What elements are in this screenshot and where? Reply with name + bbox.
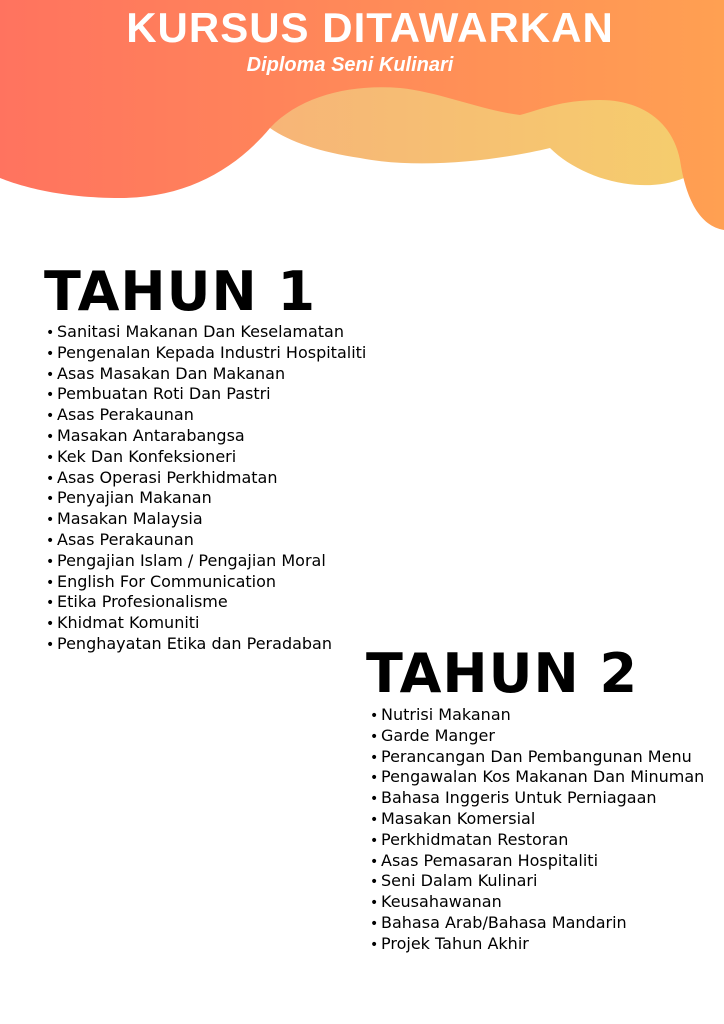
page-title: KURSUS DITAWARKAN [126, 4, 614, 51]
course-name: Asas Pemasaran Hospitaliti [381, 850, 599, 870]
course-name: Pengenalan Kepada Industri Hospitaliti [57, 342, 367, 362]
bullet-icon: • [46, 428, 55, 445]
course-name: Pengajian Islam / Pengajian Moral [57, 550, 326, 570]
bullet-icon: • [46, 449, 55, 466]
bullet-icon: • [46, 408, 55, 425]
course-item [46, 613, 366, 634]
bullet-icon: • [370, 936, 379, 953]
course-name: Garde Manger [381, 725, 495, 745]
bullet-icon: • [46, 616, 55, 633]
course-item [46, 488, 366, 509]
bullet-icon: • [370, 728, 379, 745]
course-name: Bahasa Inggeris Untuk Perniagaan [381, 788, 657, 808]
course-item [370, 913, 704, 934]
bullet-icon: • [46, 345, 55, 362]
course-item [46, 572, 366, 593]
course-item [370, 871, 704, 892]
course-name: Masakan Antarabangsa [57, 425, 245, 445]
course-name: Asas Perakaunan [57, 405, 194, 425]
course-item [370, 747, 704, 768]
bullet-icon: • [370, 874, 379, 891]
course-item [46, 447, 366, 468]
course-name: Perancangan Dan Pembangunan Menu [381, 746, 692, 766]
bullet-icon: • [370, 770, 379, 787]
course-item [370, 705, 704, 726]
bullet-icon: • [370, 853, 379, 870]
course-name: Khidmat Komuniti [57, 613, 200, 633]
bullet-icon: • [46, 470, 55, 487]
bullet-icon: • [370, 915, 379, 932]
course-item [46, 405, 366, 426]
course-name: Asas Perakaunan [57, 529, 194, 549]
course-item [46, 426, 366, 447]
course-name: Pengawalan Kos Makanan Dan Minuman [381, 767, 705, 787]
course-item [370, 809, 704, 830]
year-2-course-list [370, 705, 704, 955]
bullet-icon: • [370, 811, 379, 828]
year-1-heading: TAHUN 1 [44, 260, 317, 323]
bullet-icon: • [370, 708, 379, 724]
course-item [370, 851, 704, 872]
course-name: Penghayatan Etika dan Peradaban [57, 633, 332, 653]
course-name: Keusahawanan [381, 892, 502, 912]
course-item [370, 726, 704, 747]
course-name: Bahasa Arab/Bahasa Mandarin [381, 912, 627, 932]
bullet-icon: • [370, 895, 379, 912]
course-name: Penyajian Makanan [57, 488, 212, 508]
course-name: Asas Masakan Dan Makanan [57, 363, 286, 383]
course-name: English For Communication [57, 571, 277, 591]
course-name: Nutrisi Makanan [381, 705, 511, 724]
course-item [46, 343, 366, 364]
course-item [46, 634, 366, 655]
course-name: Masakan Komersial [381, 808, 536, 828]
course-name: Pembuatan Roti Dan Pastri [57, 384, 271, 404]
course-item [370, 934, 704, 955]
course-name: Seni Dalam Kulinari [381, 871, 538, 891]
course-name: Perkhidmatan Restoran [381, 829, 569, 849]
course-item [46, 384, 366, 405]
bullet-icon: • [46, 595, 55, 612]
page-subtitle: Diploma Seni Kulinari [246, 54, 454, 76]
bullet-icon: • [46, 636, 55, 653]
bullet-icon: • [46, 553, 55, 570]
course-name: Etika Profesionalisme [57, 592, 228, 612]
course-item [46, 468, 366, 489]
bullet-icon: • [46, 532, 55, 549]
course-item [46, 509, 366, 530]
course-item [46, 322, 366, 343]
bullet-icon: • [46, 491, 55, 508]
course-item [46, 530, 366, 551]
bullet-icon: • [370, 791, 379, 808]
bullet-icon: • [46, 387, 55, 404]
course-name: Projek Tahun Akhir [381, 933, 529, 953]
course-item [370, 892, 704, 913]
bullet-icon: • [370, 749, 379, 766]
year-1-course-list [46, 322, 366, 655]
bullet-icon: • [46, 366, 55, 383]
course-name: Sanitasi Makanan Dan Keselamatan [57, 322, 344, 341]
course-item [46, 364, 366, 385]
course-item [370, 767, 704, 788]
bullet-icon: • [46, 325, 55, 341]
bullet-icon: • [370, 832, 379, 849]
year-2-heading: TAHUN 2 [366, 642, 639, 705]
bullet-icon: • [46, 574, 55, 591]
course-name: Masakan Malaysia [57, 509, 203, 529]
course-item [370, 830, 704, 851]
course-name: Kek Dan Konfeksioneri [57, 446, 237, 466]
course-name: Asas Operasi Perkhidmatan [57, 467, 278, 487]
course-item [370, 788, 704, 809]
course-item [46, 592, 366, 613]
course-item [46, 551, 366, 572]
bullet-icon: • [46, 512, 55, 529]
